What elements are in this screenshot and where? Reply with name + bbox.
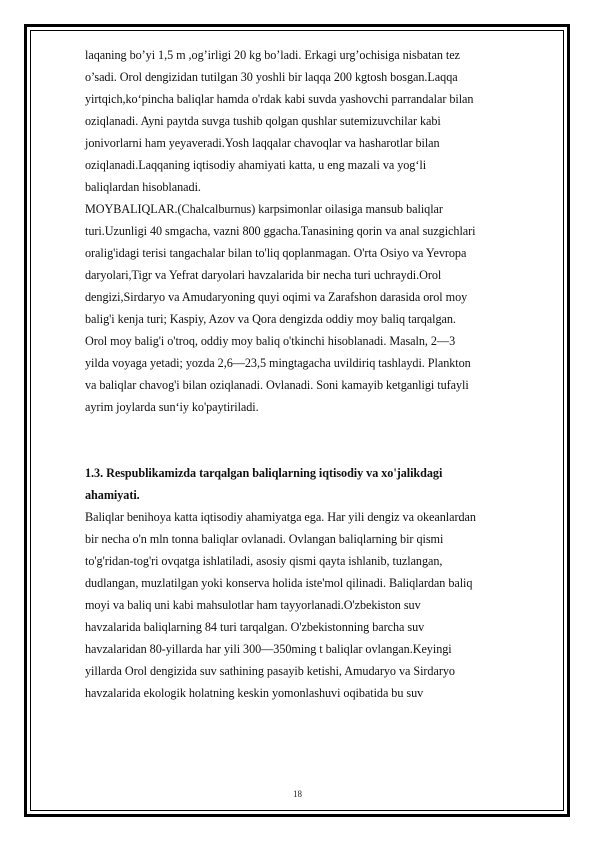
- text-line: jonivorlarni ham yeyaveradi.Yosh laqqalar chavoqlar va hasharotlar bilan: [85, 136, 440, 150]
- text-line: yillarda Orol dengizida suv sathining pasayib ketishi, Amudaryo va Sirdaryo: [85, 664, 455, 678]
- text-line: yirtqich,ko‘pincha baliqlar hamda o'rdak kabi suvda yashovchi parrandalar bilan: [85, 92, 474, 106]
- text-line: havzalarida ekologik holatning keskin yomonlashuvi oqibatida bu suv: [85, 686, 424, 700]
- text-line: moyi va baliq uni kabi mahsulotlar ham tayyorlanadi.O'zbekiston suv: [85, 598, 421, 612]
- text-line: yilda voyaga yetadi; yozda 2,6—23,5 mingtagacha uvildiriq tashlaydi. Plankton: [85, 356, 471, 370]
- page-body: [85, 44, 547, 704]
- text-line: balig'i kenja turi; Kaspiy, Azov va Qora dengizda oddiy moy baliq tarqalgan.: [85, 312, 456, 326]
- heading-line: ahamiyati.: [85, 488, 140, 502]
- text-line: havzalarida baliqlarning 84 turi tarqalgan. O'zbekistonning barcha suv: [85, 620, 425, 634]
- page-number: 18: [293, 789, 302, 799]
- text-line: oziqlanadi.Laqqaning iqtisodiy ahamiyati katta, u eng mazali va yog‘li: [85, 158, 427, 172]
- text-line: oziqlanadi. Ayni paytda suvga tushib qolgan qushlar sutemizuvchilar kabi: [85, 114, 441, 128]
- text-line: va baliqlar chavog'i bilan oziqlanadi. Ovlanadi. Soni kamayib ketganligi tufayli: [85, 378, 469, 392]
- text-line: Orol moy balig'i o'troq, oddiy moy baliq o'tkinchi hisoblanadi. Masaln, 2—3: [85, 334, 456, 348]
- text-line: laqaning bo’yi 1,5 m ,og’irligi 20 kg bo’ladi. Erkagi urg’ochisiga nisbatan tez: [85, 48, 460, 62]
- spacer: [85, 418, 547, 440]
- text-line: daryolari,Tigr va Yefrat daryolari havzalarida bir necha turi uchraydi.Orol: [85, 268, 442, 282]
- text-line: dudlangan, muzlatilgan yoki konserva holida iste'mol qilinadi. Baliqlardan baliq: [85, 576, 473, 590]
- text-line: Baliqlar benihoya katta iqtisodiy ahamiyatga ega. Har yili dengiz va okeanlardan: [85, 510, 476, 524]
- text-line: ayrim joylarda sun‘iy ko'paytiriladi.: [85, 400, 259, 414]
- text-line: bir necha o'n mln tonna baliqlar ovlanadi. Ovlangan baliqlarning bir qismi: [85, 532, 444, 546]
- section-heading: [85, 462, 547, 506]
- text-line: oralig'idagi terisi tangachalar bilan to'liq qoplanmagan. O'rta Osiyo va Yevropa: [85, 246, 467, 260]
- paragraph-moybaliqlar: [85, 198, 547, 418]
- paragraph-economic-importance: [85, 506, 547, 704]
- text-line: turi.Uzunligi 40 smgacha, vazni 800 ggacha.Tanasining qorin va anal suzgichlari: [85, 224, 476, 238]
- paragraph-laqqa: [85, 44, 547, 198]
- text-line: havzalaridan 80-yillarda har yili 300—350ming t baliqlar ovlangan.Keyingi: [85, 642, 452, 656]
- text-line: to'g'ridan-tog'ri ovqatga ishlatiladi, asosiy qismi qayta ishlanib, tuzlangan,: [85, 554, 443, 568]
- heading-line: 1.3. Respublikamizda tarqalgan baliqlarning iqtisodiy va xo'jalikdagi: [85, 466, 443, 480]
- text-line: o’sadi. Orol dengizidan tutilgan 30 yoshli bir laqqa 200 kgtosh bosgan.Laqqa: [85, 70, 458, 84]
- text-line: MOYBALIQLAR.(Chalcalburnus) karpsimonlar oilasiga mansub baliqlar: [85, 202, 443, 216]
- text-line: dengizi,Sirdaryo va Amudaryoning quyi oqimi va Zarafshon darasida orol moy: [85, 290, 468, 304]
- spacer: [85, 440, 547, 462]
- text-line: baliqlardan hisoblanadi.: [85, 180, 201, 194]
